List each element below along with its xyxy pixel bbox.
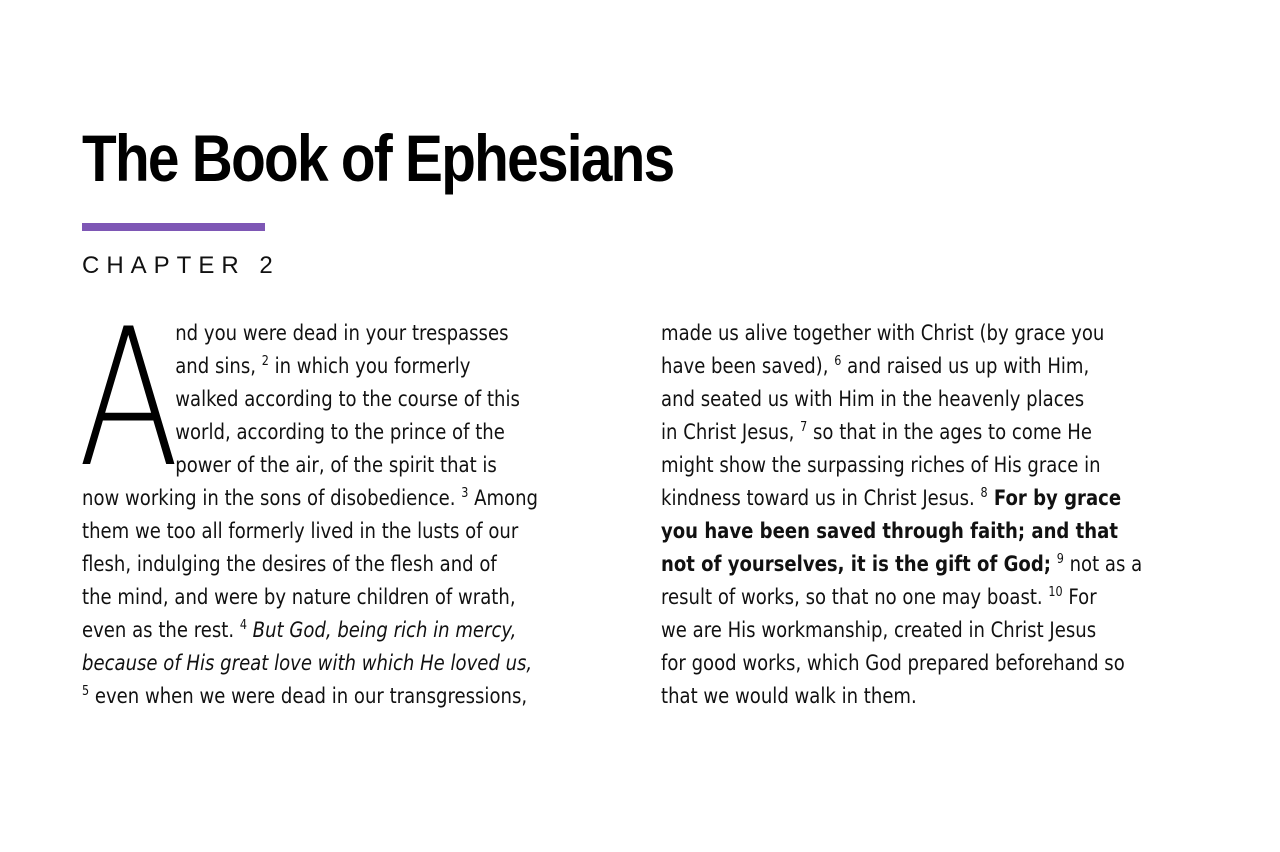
text-run: even when we were dead in our transgressions,: [89, 684, 528, 709]
text-run: walked according to the course of this: [175, 387, 520, 412]
text-run: power of the air, of the spirit that is: [175, 453, 497, 478]
text-run: For: [1062, 585, 1097, 610]
text-line: [661, 350, 1148, 383]
text-line: [661, 581, 1148, 614]
text-line: [661, 383, 1148, 416]
text-run: and seated us with Him in the heavenly places: [661, 387, 1085, 412]
text-line: [661, 449, 1148, 482]
text-run: in which you formerly: [268, 354, 471, 379]
text-run: so that in the ages to come He: [807, 420, 1092, 445]
text-run: them we too all formerly lived in the lusts of our: [82, 519, 519, 544]
text-run: not as a: [1063, 552, 1143, 577]
text-line: [661, 680, 1148, 713]
text-line: [82, 548, 552, 581]
text-line: [82, 317, 552, 350]
page-title: The Book of Ephesians: [82, 121, 674, 195]
verse-number: 9: [1056, 551, 1064, 567]
text-run: nd you were dead in your trespasses: [175, 321, 509, 346]
verse-number: 4: [239, 617, 247, 633]
text-run: we are His workmanship, created in Christ Jesus: [661, 618, 1097, 643]
text-line: [82, 581, 552, 614]
text-line: [661, 647, 1148, 680]
text-run: flesh, indulging the desires of the flesh and of: [82, 552, 497, 577]
text-run: have been saved),: [661, 354, 835, 379]
verse-number: 5: [82, 683, 90, 699]
verse-number: 8: [980, 485, 988, 501]
text-run: But God, being rich in mercy,: [246, 618, 517, 643]
text-line: [82, 416, 552, 449]
text-line: [82, 647, 552, 680]
text-line: [82, 350, 552, 383]
text-run: in Christ Jesus,: [661, 420, 801, 445]
title-accent-rule: [82, 223, 265, 231]
text-run: For by grace: [987, 486, 1122, 511]
text-run: might show the surpassing riches of His grace in: [661, 453, 1101, 478]
text-run: for good works, which God prepared beforehand so: [661, 651, 1125, 676]
text-line: [82, 515, 552, 548]
chapter-heading: CHAPTER 2: [82, 252, 280, 279]
text-run: because of His great love with which He loved us,: [82, 651, 533, 676]
text-run: made us alive together with Christ (by grace you: [661, 321, 1105, 346]
verse-number: 3: [461, 485, 469, 501]
drop-cap: A: [78, 288, 180, 509]
text-run: and sins,: [175, 354, 262, 379]
text-run: the mind, and were by nature children of wrath,: [82, 585, 516, 610]
text-line: [661, 515, 1148, 548]
text-column-right: [661, 317, 1241, 713]
text-run: Among: [468, 486, 539, 511]
verse-number: 2: [261, 353, 269, 369]
text-run: world, according to the prince of the: [175, 420, 505, 445]
verse-number: 7: [800, 419, 808, 435]
text-line: [82, 614, 552, 647]
right-column-lines: [661, 317, 1241, 713]
text-run: you have been saved through faith; and that: [661, 519, 1118, 544]
text-line: [82, 680, 552, 713]
text-line: [661, 548, 1148, 581]
text-line: [661, 482, 1148, 515]
text-column-left: [78, 288, 642, 713]
text-line: [661, 416, 1148, 449]
text-line: [82, 482, 552, 515]
text-run: and raised us up with Him,: [841, 354, 1090, 379]
verse-number: 6: [834, 353, 842, 369]
text-run: kindness toward us in Christ Jesus.: [661, 486, 981, 511]
text-line: [82, 383, 552, 416]
text-run: not of yourselves, it is the gift of God;: [661, 552, 1051, 577]
text-run: result of works, so that no one may boast.: [661, 585, 1049, 610]
text-line: [661, 317, 1148, 350]
verse-number: 10: [1048, 584, 1063, 600]
left-column-lines: [82, 317, 642, 713]
text-run: even as the rest.: [82, 618, 240, 643]
text-line: [82, 449, 552, 482]
text-line: [661, 614, 1148, 647]
text-run: that we would walk in them.: [661, 684, 917, 709]
text-run: now working in the sons of disobedience.: [82, 486, 462, 511]
